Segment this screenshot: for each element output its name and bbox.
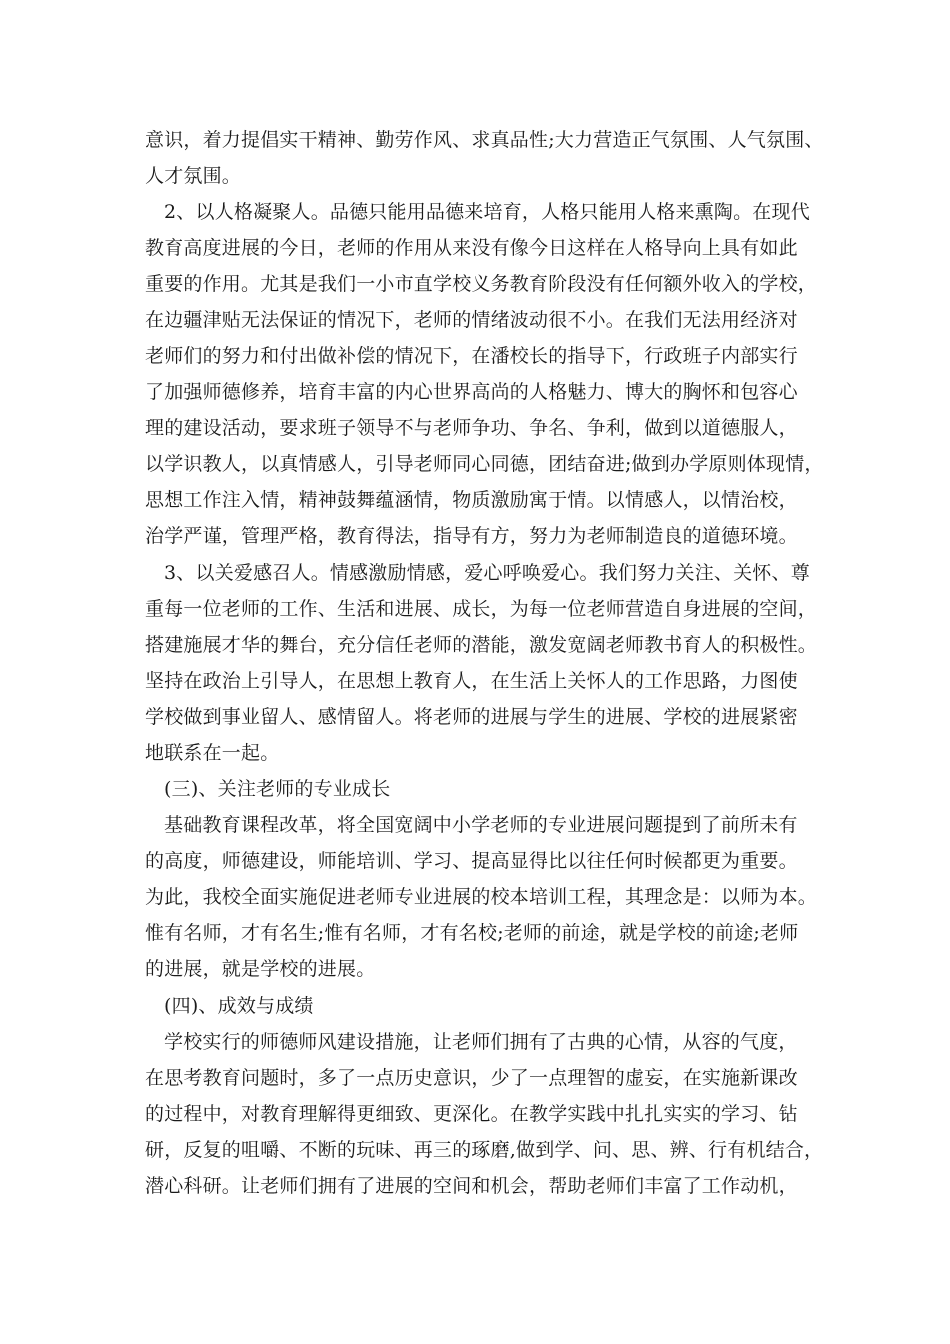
text-line: 重每一位老师的工作、生活和进展、成长，为每一位老师营造自身进展的空间， bbox=[145, 598, 818, 620]
text-line: 人才氛围。 bbox=[145, 165, 242, 187]
section-heading: (三)、关注老师的专业成长 bbox=[164, 778, 391, 800]
text-line: 学校做到事业留人、感情留人。将老师的进展与学生的进展、学校的进展紧密 bbox=[145, 706, 798, 728]
section-heading: (四)、成效与成绩 bbox=[164, 995, 314, 1017]
text-line: 惟有名师，才有名生;惟有名师，才有名校;老师的前途，就是学校的前途;老师 bbox=[145, 922, 799, 944]
text-line: 坚持在政治上引导人，在思想上教育人，在生活上关怀人的工作思路，力图使 bbox=[145, 670, 798, 692]
text-line: 为此，我校全面实施促进老师专业进展的校本培训工程，其理念是：以师为本。 bbox=[145, 886, 818, 908]
text-line: 研，反复的咀嚼、不断的玩味、再三的琢磨,做到学、问、思、辨、行有机结合， bbox=[145, 1139, 824, 1161]
text-line: 搭建施展才华的舞台，充分信任老师的潜能，激发宽阔老师教书育人的积极性。 bbox=[145, 634, 818, 656]
text-line: 了加强师德修养，培育丰富的内心世界高尚的人格魅力、博大的胸怀和包容心 bbox=[145, 381, 798, 403]
text-line: 治学严谨，管理严格，教育得法，指导有方，努力为老师制造良的道德环境。 bbox=[145, 525, 798, 547]
text-line: 思想工作注入情，精神鼓舞蕴涵情，物质激励寓于情。以情感人，以情治校， bbox=[145, 489, 798, 511]
text-line: 地联系在一起。 bbox=[145, 742, 280, 764]
text-line: 的进展，就是学校的进展。 bbox=[145, 958, 376, 980]
text-line: 2、以人格凝聚人。品德只能用品德来培育，人格只能用人格来熏陶。在现代 bbox=[164, 201, 810, 223]
text-line: 3、以关爱感召人。情感激励情感，爱心呼唤爱心。我们努力关注、关怀、尊 bbox=[164, 562, 810, 584]
text-line: 的高度，师德建设，师能培训、学习、提高显得比以往任何时候都更为重要。 bbox=[145, 850, 798, 872]
text-line: 基础教育课程改革，将全国宽阔中小学老师的专业进展问题提到了前所未有 bbox=[164, 814, 798, 836]
text-line: 在边疆津贴无法保证的情况下，老师的情绪波动很不小。在我们无法用经济对 bbox=[145, 309, 798, 331]
text-line: 以学识教人，以真情感人，引导老师同心同德，团结奋进;做到办学原则体现情， bbox=[145, 453, 824, 475]
text-line: 理的建设活动，要求班子领导不与老师争功、争名、争利，做到以道德服人， bbox=[145, 417, 798, 439]
text-line: 潜心科研。让老师们拥有了进展的空间和机会，帮助老师们丰富了工作动机， bbox=[145, 1175, 798, 1197]
text-line: 学校实行的师德师风建设措施，让老师们拥有了古典的心情，从容的气度， bbox=[164, 1031, 798, 1053]
text-line: 重要的作用。尤其是我们一小市直学校义务教育阶段没有任何额外收入的学校， bbox=[145, 273, 818, 295]
text-line: 意识，着力提倡实干精神、勤劳作风、求真品性;大力营造正气氛围、人气氛围、 bbox=[145, 129, 824, 151]
text-line: 在思考教育问题时，多了一点历史意识，少了一点理智的虚妄，在实施新课改 bbox=[145, 1067, 798, 1089]
text-line: 的过程中，对教育理解得更细致、更深化。在教学实践中扎扎实实的学习、钻 bbox=[145, 1103, 798, 1125]
text-line: 教育高度进展的今日，老师的作用从来没有像今日这样在人格导向上具有如此 bbox=[145, 237, 798, 259]
text-line: 老师们的努力和付出做补偿的情况下，在潘校长的指导下，行政班子内部实行 bbox=[145, 345, 798, 367]
